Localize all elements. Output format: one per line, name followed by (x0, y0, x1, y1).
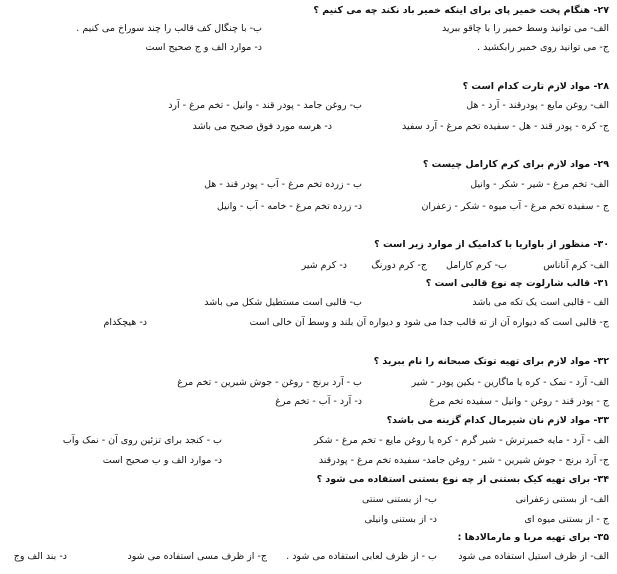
q33-option-d: د- موارد الف و ب صحیح است (102, 455, 222, 466)
q29-option-c: ج - سفیده تخم مرغ - آب میوه - شکر - زعفران (421, 201, 609, 212)
q33-option-b: ب - کنجد برای تزئین روی آن - نمک وآب (62, 435, 222, 446)
question-30: ۳۰- منظور از باواریا با کدامیک از موارد زیر است ؟ (374, 239, 609, 250)
q27-option-a: الف- می توانید وسط خمیر را با چاقو ببرید (441, 23, 609, 34)
q28-option-a: الف- روغن مایع - پودرقند - آرد - هل (466, 100, 609, 111)
q32-option-a: الف- آرد - نمک - کره یا ماگارین - بکین پودر - شیر (411, 377, 609, 388)
q30-option-d: د- کرم شیر (301, 260, 347, 271)
q32-option-b: ب - آرد برنج - روغن - جوش شیرین - تخم مرغ (177, 377, 362, 388)
question-27: ۲۷- هنگام پخت خمیر پای برای اینکه خمیر باد نکند چه می کنیم ؟ (313, 5, 609, 16)
q32-option-d: د- آرد - آب - تخم مرغ (275, 396, 362, 407)
q31-option-b: ب- قالبی است مستطیل شکل می باشد (204, 297, 362, 308)
q34-option-c: ج - از بستنی میوه ای (524, 514, 609, 525)
q33-option-a: الف - آرد - مایه خمیرترش - شیر گرم - کره یا روغن مایع - تخم مرغ - شکر (313, 435, 609, 446)
q31-option-c: ج- قالبی است که دیواره آن از ته قالب جدا می شود و دیواره آن بلند و وسط آن خالی است (249, 317, 609, 328)
q27-option-b: ب- با چنگال کف قالب را چند سوراخ می کنیم . (76, 23, 262, 34)
q31-option-d: د- هیچکدام (103, 317, 147, 328)
q34-option-b: ب- از بستنی سنتی (361, 494, 437, 505)
q28-option-c: ج- کره - پودر قند - هل - سفیده تخم مرغ - آرد سفید (401, 121, 609, 132)
question-34: ۳۴- برای تهیه کیک بستنی از چه نوع بستنی استفاده می شود ؟ (316, 474, 609, 485)
q29-option-b: ب - زرده تخم مرغ - آب - پودر قند - هل (204, 179, 362, 190)
q35-option-c: ج- از ظرف مسی استفاده می شود (127, 551, 267, 562)
q35-option-d: د- بند الف وج (13, 551, 67, 562)
q28-option-d: د- هرسه مورد فوق صحیح می باشد (192, 121, 332, 132)
q34-option-a: الف- از بستنی زعفرانی (515, 494, 609, 505)
question-29: ۲۹- مواد لازم برای کرم کارامل چیست ؟ (422, 159, 609, 170)
q35-option-a: الف- از ظرف استیل استفاده می شود (458, 551, 609, 562)
q30-option-a: الف- کرم آناناس (543, 260, 609, 271)
question-31: ۳۱- قالب شارلوت چه نوع قالبی است ؟ (425, 278, 609, 289)
q27-option-d: د- موارد الف و ج صحیح است (145, 42, 262, 53)
q27-option-c: ج- می توانید روی خمیر رابکشید . (477, 42, 609, 53)
q31-option-a: الف - قالبی است یک تکه می باشد (472, 297, 609, 308)
q35-option-b: ب - از ظرف لعابی استفاده می شود . (286, 551, 437, 562)
q30-option-b: ب- کرم کارامل (446, 260, 507, 271)
q29-option-a: الف- تخم مرغ - شیر - شکر - وانیل (470, 179, 609, 190)
question-32: ۳۲- مواد لازم برای تهیه توتک صبحانه را نام ببرید ؟ (373, 356, 609, 367)
q28-option-b: ب- روغن جامد - پودر قند - وانیل - تخم مرغ - آرد (168, 100, 362, 111)
q30-option-c: ج- کرم دورنگ (371, 260, 427, 271)
q29-option-d: د- زرده تخم مرغ - خامه - آب - وانیل (216, 201, 362, 212)
q32-option-c: ج - پودر قند - روغن - وانیل - سفیده تخم مرغ (429, 396, 609, 407)
question-35: ۳۵- برای تهیه مربا و مارمالادها : (457, 532, 609, 543)
question-33: ۳۳- مواد لازم نان شیرمال کدام گزینه می باشد؟ (386, 415, 609, 426)
q34-option-d: د- از بستنی وانیلی (364, 514, 437, 525)
q33-option-c: ج- آرد برنج - جوش شیرین - شیر - روغن جامد- سفیده تخم مرغ - پودرقند (318, 455, 609, 466)
question-28: ۲۸- مواد لازم تارت کدام است ؟ (462, 81, 609, 92)
